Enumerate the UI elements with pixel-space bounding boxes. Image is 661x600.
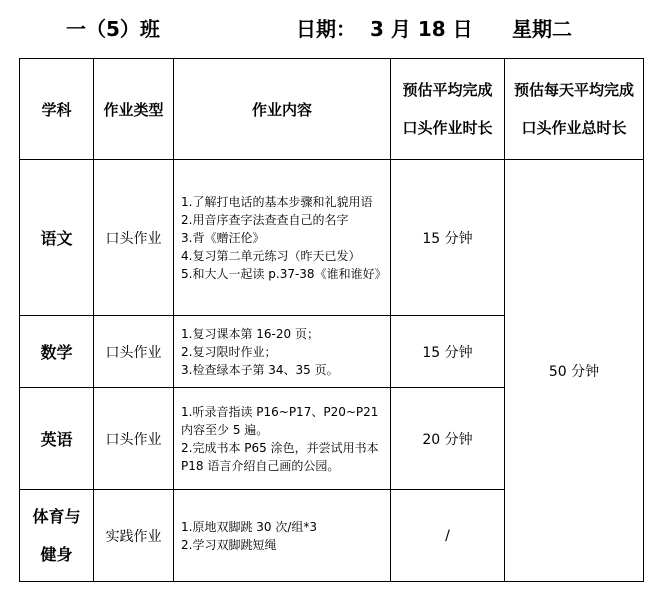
total-daily-duration: 50 分钟 — [505, 160, 644, 582]
table-row — [20, 160, 644, 316]
date-label: 日期： — [296, 17, 356, 41]
content-item: 5.和大人一起读 p.37-38《谁和谁好》 — [181, 266, 387, 281]
date-value: 3 月 18 日 — [370, 17, 473, 41]
row-duration: / — [391, 490, 505, 582]
col-avg-duration — [391, 59, 505, 160]
row-type: 口头作业 — [94, 160, 174, 316]
row-subject — [20, 490, 94, 582]
weekday: 星期二 — [512, 17, 572, 41]
content-item: 3.背《赠汪伦》 — [181, 230, 265, 245]
homework-table — [19, 58, 644, 582]
row-content — [174, 316, 391, 388]
content-item: 3.检查绿本子第 34、35 页。 — [181, 362, 339, 377]
col-type: 作业类型 — [94, 59, 174, 160]
row-subject-line1: 体育与 — [32, 506, 81, 526]
row-type: 实践作业 — [94, 490, 174, 582]
col-content: 作业内容 — [174, 59, 391, 160]
content-item: 2.学习双脚跳短绳 — [181, 537, 277, 552]
row-subject: 英语 — [20, 388, 94, 490]
row-type: 口头作业 — [94, 388, 174, 490]
row-subject: 数学 — [20, 316, 94, 388]
row-duration: 20 分钟 — [391, 388, 505, 490]
page-header — [0, 0, 661, 58]
col-avg-line1: 预估平均完成 — [402, 81, 493, 99]
col-subject: 学科 — [20, 59, 94, 160]
content-item: 2.用音序查字法查查自己的名字 — [181, 212, 349, 227]
row-type: 口头作业 — [94, 316, 174, 388]
row-content — [174, 490, 391, 582]
col-daily-line1: 预估每天平均完成 — [513, 81, 634, 99]
row-duration: 15 分钟 — [391, 160, 505, 316]
content-item: 1.听录音指读 P16~P17、P20~P21 内容至少 5 遍。 — [181, 404, 379, 437]
content-item: 2.复习限时作业； — [181, 344, 277, 359]
col-daily-line2: 口头作业总时长 — [521, 119, 627, 137]
row-subject: 语文 — [20, 160, 94, 316]
content-item: 2.完成书本 P65 涂色，并尝试用书本 P18 语言介绍自己画的公园。 — [181, 440, 379, 473]
content-item: 1.了解打电话的基本步骤和礼貌用语 — [181, 194, 373, 209]
row-content — [174, 388, 391, 490]
col-daily-total — [505, 59, 644, 160]
content-item: 4.复习第二单元练习（昨天已发） — [181, 248, 361, 263]
content-item: 1.复习课本第 16-20 页； — [181, 326, 319, 341]
class-name: 一（5）班 — [66, 17, 160, 41]
content-item: 1.原地双脚跳 30 次/组*3 — [181, 519, 318, 534]
table-header-row — [20, 59, 644, 160]
row-content — [174, 160, 391, 316]
row-subject-line2: 健身 — [40, 544, 73, 564]
col-avg-line2: 口头作业时长 — [402, 119, 493, 137]
row-duration: 15 分钟 — [391, 316, 505, 388]
